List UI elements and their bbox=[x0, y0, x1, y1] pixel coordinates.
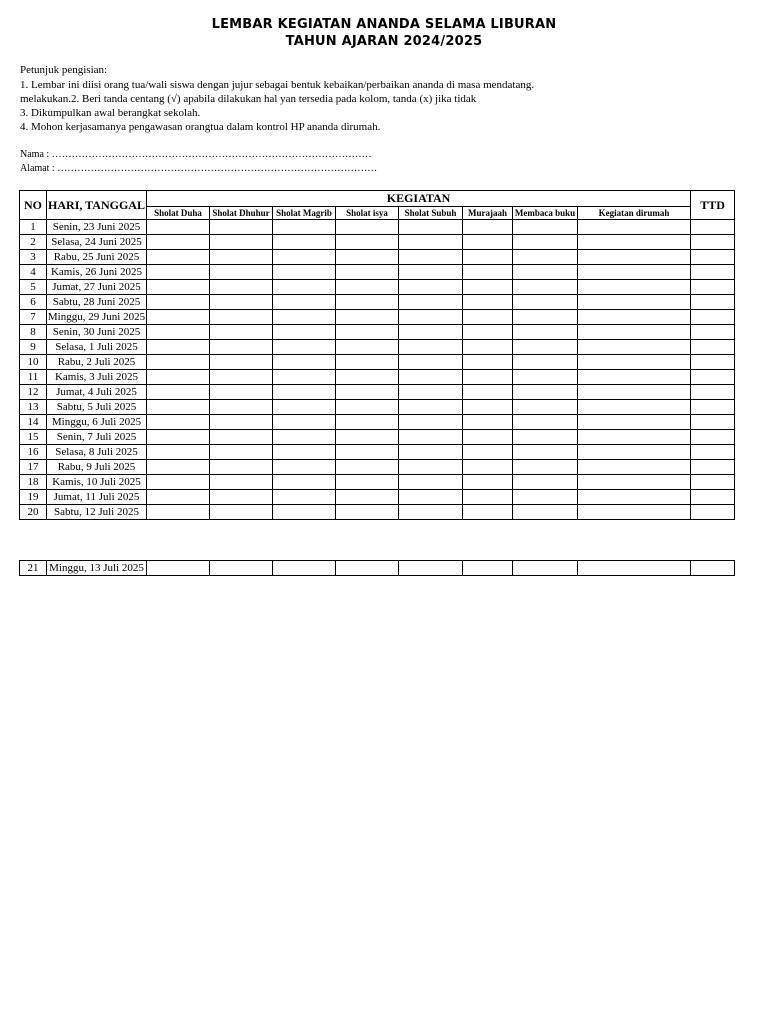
activity-checkbox-cell[interactable] bbox=[273, 460, 336, 475]
row-date: Jumat, 27 Juni 2025 bbox=[47, 280, 147, 295]
activity-checkbox-cell[interactable] bbox=[578, 505, 691, 520]
activity-checkbox-cell[interactable] bbox=[336, 385, 399, 400]
activity-checkbox-cell[interactable] bbox=[578, 325, 691, 340]
activity-checkbox-cell[interactable] bbox=[336, 265, 399, 280]
activity-checkbox-cell[interactable] bbox=[147, 445, 210, 460]
activity-checkbox-cell[interactable] bbox=[336, 280, 399, 295]
activity-checkbox-cell[interactable] bbox=[578, 355, 691, 370]
activity-checkbox-cell[interactable] bbox=[210, 370, 273, 385]
table-row bbox=[20, 490, 735, 505]
ttd-cell[interactable] bbox=[691, 561, 735, 576]
activity-checkbox-cell[interactable] bbox=[210, 235, 273, 250]
activity-checkbox-cell[interactable] bbox=[210, 561, 273, 576]
activity-checkbox-cell[interactable] bbox=[513, 490, 578, 505]
table-row bbox=[20, 325, 735, 340]
activity-checkbox-cell[interactable] bbox=[336, 250, 399, 265]
activity-checkbox-cell[interactable] bbox=[513, 340, 578, 355]
activity-checkbox-cell[interactable] bbox=[399, 415, 463, 430]
activity-checkbox-cell[interactable] bbox=[463, 325, 513, 340]
activity-checkbox-cell[interactable] bbox=[463, 385, 513, 400]
table-row bbox=[20, 430, 735, 445]
activity-checkbox-cell[interactable] bbox=[273, 415, 336, 430]
activity-checkbox-cell[interactable] bbox=[578, 490, 691, 505]
activity-checkbox-cell[interactable] bbox=[463, 445, 513, 460]
row-number: 5 bbox=[20, 280, 47, 295]
activity-checkbox-cell[interactable] bbox=[336, 295, 399, 310]
activity-checkbox-cell[interactable] bbox=[399, 445, 463, 460]
activity-checkbox-cell[interactable] bbox=[399, 475, 463, 490]
table-row bbox=[20, 265, 735, 280]
table-row bbox=[20, 460, 735, 475]
header-ttd: TTD bbox=[691, 191, 735, 220]
ttd-cell[interactable] bbox=[691, 325, 735, 340]
table-row bbox=[20, 561, 735, 576]
row-number: 14 bbox=[20, 415, 47, 430]
activity-checkbox-cell[interactable] bbox=[210, 430, 273, 445]
activity-checkbox-cell[interactable] bbox=[336, 235, 399, 250]
row-number: 13 bbox=[20, 400, 47, 415]
activity-checkbox-cell[interactable] bbox=[336, 415, 399, 430]
extra-table-body bbox=[20, 561, 735, 576]
activity-checkbox-cell[interactable] bbox=[147, 385, 210, 400]
table-row bbox=[20, 280, 735, 295]
activity-checkbox-cell[interactable] bbox=[399, 220, 463, 235]
activity-checkbox-cell[interactable] bbox=[513, 295, 578, 310]
row-date: Kamis, 10 Juli 2025 bbox=[47, 475, 147, 490]
activity-checkbox-cell[interactable] bbox=[578, 310, 691, 325]
activity-checkbox-cell[interactable] bbox=[147, 325, 210, 340]
activity-checkbox-cell[interactable] bbox=[399, 370, 463, 385]
activity-checkbox-cell[interactable] bbox=[463, 310, 513, 325]
activity-checkbox-cell[interactable] bbox=[273, 561, 336, 576]
ttd-cell[interactable] bbox=[691, 415, 735, 430]
row-number: 1 bbox=[20, 220, 47, 235]
activity-checkbox-cell[interactable] bbox=[336, 445, 399, 460]
activity-checkbox-cell[interactable] bbox=[336, 561, 399, 576]
instruction-line-1: 1. Lembar ini diisi orang tua/wali siswa dengan jujur sebagai bentuk kebaikan/perbaikan ananda di masa mendatang. bbox=[20, 79, 535, 91]
activity-checkbox-cell[interactable] bbox=[210, 310, 273, 325]
header-activity: Membaca buku bbox=[513, 207, 578, 220]
row-number: 15 bbox=[20, 430, 47, 445]
row-date: Sabtu, 5 Juli 2025 bbox=[47, 400, 147, 415]
table-row bbox=[20, 340, 735, 355]
table-row bbox=[20, 250, 735, 265]
activity-checkbox-cell[interactable] bbox=[513, 415, 578, 430]
activity-checkbox-cell[interactable] bbox=[513, 355, 578, 370]
activity-checkbox-cell[interactable] bbox=[399, 295, 463, 310]
activity-checkbox-cell[interactable] bbox=[210, 280, 273, 295]
activity-checkbox-cell[interactable] bbox=[210, 475, 273, 490]
activity-checkbox-cell[interactable] bbox=[210, 400, 273, 415]
ttd-cell[interactable] bbox=[691, 220, 735, 235]
activity-checkbox-cell[interactable] bbox=[578, 235, 691, 250]
activity-checkbox-cell[interactable] bbox=[463, 460, 513, 475]
activity-checkbox-cell[interactable] bbox=[210, 415, 273, 430]
row-number: 12 bbox=[20, 385, 47, 400]
activity-checkbox-cell[interactable] bbox=[336, 460, 399, 475]
activity-checkbox-cell[interactable] bbox=[147, 370, 210, 385]
activity-checkbox-cell[interactable] bbox=[147, 280, 210, 295]
activity-checkbox-cell[interactable] bbox=[399, 325, 463, 340]
activity-checkbox-cell[interactable] bbox=[147, 505, 210, 520]
row-date: Selasa, 1 Juli 2025 bbox=[47, 340, 147, 355]
activity-checkbox-cell[interactable] bbox=[463, 505, 513, 520]
activity-checkbox-cell[interactable] bbox=[463, 250, 513, 265]
header-no: NO bbox=[20, 191, 47, 220]
activity-checkbox-cell[interactable] bbox=[273, 295, 336, 310]
activity-checkbox-cell[interactable] bbox=[578, 475, 691, 490]
row-date: Jumat, 11 Juli 2025 bbox=[47, 490, 147, 505]
activity-checkbox-cell[interactable] bbox=[463, 265, 513, 280]
activity-checkbox-cell[interactable] bbox=[463, 235, 513, 250]
header-activity: Sholat Duha bbox=[147, 207, 210, 220]
ttd-cell[interactable] bbox=[691, 250, 735, 265]
activity-checkbox-cell[interactable] bbox=[399, 280, 463, 295]
activity-checkbox-cell[interactable] bbox=[513, 370, 578, 385]
activity-checkbox-cell[interactable] bbox=[513, 430, 578, 445]
activity-checkbox-cell[interactable] bbox=[147, 295, 210, 310]
activity-checkbox-cell[interactable] bbox=[578, 295, 691, 310]
activity-checkbox-cell[interactable] bbox=[336, 490, 399, 505]
activity-checkbox-cell[interactable] bbox=[273, 325, 336, 340]
activity-checkbox-cell[interactable] bbox=[463, 280, 513, 295]
activity-checkbox-cell[interactable] bbox=[513, 250, 578, 265]
activity-checkbox-cell[interactable] bbox=[273, 310, 336, 325]
table-row bbox=[20, 220, 735, 235]
row-number: 18 bbox=[20, 475, 47, 490]
row-date: Sabtu, 12 Juli 2025 bbox=[47, 505, 147, 520]
activity-checkbox-cell[interactable] bbox=[273, 385, 336, 400]
activity-checkbox-cell[interactable] bbox=[399, 355, 463, 370]
activity-checkbox-cell[interactable] bbox=[273, 250, 336, 265]
activity-checkbox-cell[interactable] bbox=[210, 265, 273, 280]
activity-checkbox-cell[interactable] bbox=[273, 505, 336, 520]
activity-checkbox-cell[interactable] bbox=[147, 235, 210, 250]
activity-checkbox-cell[interactable] bbox=[513, 220, 578, 235]
activity-checkbox-cell[interactable] bbox=[463, 355, 513, 370]
row-date: Senin, 23 Juni 2025 bbox=[47, 220, 147, 235]
table-row bbox=[20, 355, 735, 370]
activity-checkbox-cell[interactable] bbox=[578, 460, 691, 475]
activity-checkbox-cell[interactable] bbox=[463, 220, 513, 235]
activity-checkbox-cell[interactable] bbox=[336, 340, 399, 355]
activity-checkbox-cell[interactable] bbox=[336, 370, 399, 385]
activity-checkbox-cell[interactable] bbox=[399, 430, 463, 445]
activity-checkbox-cell[interactable] bbox=[463, 340, 513, 355]
ttd-cell[interactable] bbox=[691, 295, 735, 310]
header-activity: Murajaah bbox=[463, 207, 513, 220]
activity-table bbox=[19, 190, 735, 520]
row-number: 17 bbox=[20, 460, 47, 475]
row-number: 6 bbox=[20, 295, 47, 310]
activity-checkbox-cell[interactable] bbox=[578, 340, 691, 355]
ttd-cell[interactable] bbox=[691, 370, 735, 385]
activity-checkbox-cell[interactable] bbox=[336, 310, 399, 325]
activity-checkbox-cell[interactable] bbox=[273, 445, 336, 460]
activity-checkbox-cell[interactable] bbox=[399, 561, 463, 576]
address-field[interactable]: Alamat : …………………………………………………………………………………… bbox=[20, 163, 378, 174]
row-number: 2 bbox=[20, 235, 47, 250]
activity-checkbox-cell[interactable] bbox=[273, 220, 336, 235]
activity-checkbox-cell[interactable] bbox=[273, 235, 336, 250]
activity-checkbox-cell[interactable] bbox=[578, 415, 691, 430]
name-field[interactable]: Nama : …………………………………………………………………………………… bbox=[20, 149, 372, 160]
row-date: Rabu, 2 Juli 2025 bbox=[47, 355, 147, 370]
activity-checkbox-cell[interactable] bbox=[513, 561, 578, 576]
activity-checkbox-cell[interactable] bbox=[210, 385, 273, 400]
activity-checkbox-cell[interactable] bbox=[336, 325, 399, 340]
table-row bbox=[20, 370, 735, 385]
row-number: 3 bbox=[20, 250, 47, 265]
row-date: Rabu, 9 Juli 2025 bbox=[47, 460, 147, 475]
activity-checkbox-cell[interactable] bbox=[147, 490, 210, 505]
header-activity: Sholat Magrib bbox=[273, 207, 336, 220]
document-subtitle: TAHUN AJARAN 2024/2025 bbox=[285, 34, 483, 49]
table-row bbox=[20, 505, 735, 520]
row-date: Minggu, 13 Juli 2025 bbox=[47, 561, 147, 576]
activity-checkbox-cell[interactable] bbox=[578, 561, 691, 576]
activity-checkbox-cell[interactable] bbox=[147, 561, 210, 576]
ttd-cell[interactable] bbox=[691, 235, 735, 250]
activity-checkbox-cell[interactable] bbox=[513, 475, 578, 490]
activity-checkbox-cell[interactable] bbox=[578, 400, 691, 415]
ttd-cell[interactable] bbox=[691, 265, 735, 280]
ttd-cell[interactable] bbox=[691, 460, 735, 475]
activity-checkbox-cell[interactable] bbox=[399, 235, 463, 250]
ttd-cell[interactable] bbox=[691, 385, 735, 400]
row-number: 7 bbox=[20, 310, 47, 325]
activity-checkbox-cell[interactable] bbox=[463, 295, 513, 310]
activity-checkbox-cell[interactable] bbox=[513, 265, 578, 280]
activity-checkbox-cell[interactable] bbox=[147, 460, 210, 475]
activity-checkbox-cell[interactable] bbox=[147, 220, 210, 235]
row-date: Sabtu, 28 Juni 2025 bbox=[47, 295, 147, 310]
row-date: Rabu, 25 Juni 2025 bbox=[47, 250, 147, 265]
table-row bbox=[20, 475, 735, 490]
row-number: 10 bbox=[20, 355, 47, 370]
activity-checkbox-cell[interactable] bbox=[336, 220, 399, 235]
ttd-cell[interactable] bbox=[691, 355, 735, 370]
table-row bbox=[20, 415, 735, 430]
activity-checkbox-cell[interactable] bbox=[463, 400, 513, 415]
table-row bbox=[20, 295, 735, 310]
instruction-line-4: 4. Mohon kerjasamanya pengawasan orangtua dalam kontrol HP ananda dirumah. bbox=[20, 121, 381, 133]
table-row bbox=[20, 310, 735, 325]
activity-checkbox-cell[interactable] bbox=[210, 250, 273, 265]
row-date: Kamis, 26 Juni 2025 bbox=[47, 265, 147, 280]
ttd-cell[interactable] bbox=[691, 490, 735, 505]
activity-checkbox-cell[interactable] bbox=[210, 460, 273, 475]
activity-checkbox-cell[interactable] bbox=[463, 430, 513, 445]
activity-checkbox-cell[interactable] bbox=[463, 561, 513, 576]
activity-checkbox-cell[interactable] bbox=[147, 430, 210, 445]
activity-checkbox-cell[interactable] bbox=[210, 220, 273, 235]
ttd-cell[interactable] bbox=[691, 475, 735, 490]
activity-checkbox-cell[interactable] bbox=[273, 400, 336, 415]
activity-checkbox-cell[interactable] bbox=[513, 505, 578, 520]
activity-checkbox-cell[interactable] bbox=[147, 250, 210, 265]
activity-checkbox-cell[interactable] bbox=[210, 295, 273, 310]
activity-checkbox-cell[interactable] bbox=[578, 220, 691, 235]
activity-checkbox-cell[interactable] bbox=[273, 430, 336, 445]
activity-checkbox-cell[interactable] bbox=[273, 340, 336, 355]
activity-checkbox-cell[interactable] bbox=[273, 265, 336, 280]
activity-checkbox-cell[interactable] bbox=[399, 340, 463, 355]
ttd-cell[interactable] bbox=[691, 445, 735, 460]
instruction-line-3: 3. Dikumpulkan awal berangkat sekolah. bbox=[20, 107, 201, 119]
activity-checkbox-cell[interactable] bbox=[210, 340, 273, 355]
activity-checkbox-cell[interactable] bbox=[210, 355, 273, 370]
activity-checkbox-cell[interactable] bbox=[210, 445, 273, 460]
activity-checkbox-cell[interactable] bbox=[513, 280, 578, 295]
activity-checkbox-cell[interactable] bbox=[210, 325, 273, 340]
activity-checkbox-cell[interactable] bbox=[463, 475, 513, 490]
activity-checkbox-cell[interactable] bbox=[147, 265, 210, 280]
header-activities-group: KEGIATAN bbox=[147, 191, 691, 207]
activity-checkbox-cell[interactable] bbox=[463, 415, 513, 430]
activity-checkbox-cell[interactable] bbox=[578, 370, 691, 385]
row-date: Kamis, 3 Juli 2025 bbox=[47, 370, 147, 385]
row-number: 19 bbox=[20, 490, 47, 505]
activity-checkbox-cell[interactable] bbox=[336, 400, 399, 415]
row-date: Selasa, 8 Juli 2025 bbox=[47, 445, 147, 460]
row-number: 21 bbox=[20, 561, 47, 576]
activity-checkbox-cell[interactable] bbox=[399, 460, 463, 475]
activity-checkbox-cell[interactable] bbox=[578, 385, 691, 400]
activity-checkbox-cell[interactable] bbox=[147, 355, 210, 370]
header-activity: Sholat Subuh bbox=[399, 207, 463, 220]
activity-checkbox-cell[interactable] bbox=[513, 325, 578, 340]
activity-checkbox-cell[interactable] bbox=[147, 340, 210, 355]
row-date: Senin, 7 Juli 2025 bbox=[47, 430, 147, 445]
table-row bbox=[20, 235, 735, 250]
ttd-cell[interactable] bbox=[691, 505, 735, 520]
ttd-cell[interactable] bbox=[691, 340, 735, 355]
activity-checkbox-cell[interactable] bbox=[336, 505, 399, 520]
ttd-cell[interactable] bbox=[691, 400, 735, 415]
activity-checkbox-cell[interactable] bbox=[578, 430, 691, 445]
header-activity: Sholat Dhuhur bbox=[210, 207, 273, 220]
activity-checkbox-cell[interactable] bbox=[399, 385, 463, 400]
ttd-cell[interactable] bbox=[691, 430, 735, 445]
activity-checkbox-cell[interactable] bbox=[399, 490, 463, 505]
row-number: 8 bbox=[20, 325, 47, 340]
table-row bbox=[20, 400, 735, 415]
activity-checkbox-cell[interactable] bbox=[399, 400, 463, 415]
activity-checkbox-cell[interactable] bbox=[273, 280, 336, 295]
activity-checkbox-cell[interactable] bbox=[273, 370, 336, 385]
activity-checkbox-cell[interactable] bbox=[336, 475, 399, 490]
ttd-cell[interactable] bbox=[691, 280, 735, 295]
row-date: Selasa, 24 Juni 2025 bbox=[47, 235, 147, 250]
header-date: HARI, TANGGAL bbox=[47, 191, 147, 220]
activity-checkbox-cell[interactable] bbox=[147, 415, 210, 430]
document-title: LEMBAR KEGIATAN ANANDA SELAMA LIBURAN bbox=[211, 17, 557, 32]
activity-checkbox-cell[interactable] bbox=[210, 490, 273, 505]
extra-activity-table bbox=[19, 560, 735, 576]
activity-checkbox-cell[interactable] bbox=[273, 490, 336, 505]
activity-checkbox-cell[interactable] bbox=[399, 265, 463, 280]
activity-checkbox-cell[interactable] bbox=[399, 250, 463, 265]
activity-checkbox-cell[interactable] bbox=[273, 475, 336, 490]
activity-checkbox-cell[interactable] bbox=[513, 460, 578, 475]
activity-checkbox-cell[interactable] bbox=[578, 265, 691, 280]
activity-checkbox-cell[interactable] bbox=[273, 355, 336, 370]
activity-checkbox-cell[interactable] bbox=[336, 430, 399, 445]
row-date: Minggu, 29 Juni 2025 bbox=[47, 310, 146, 323]
row-number: 11 bbox=[20, 370, 47, 385]
activity-checkbox-cell[interactable] bbox=[578, 280, 691, 295]
header-activity: Kegiatan dirumah bbox=[578, 207, 691, 220]
activity-checkbox-cell[interactable] bbox=[210, 505, 273, 520]
table-body bbox=[20, 220, 735, 520]
row-number: 4 bbox=[20, 265, 47, 280]
row-date: Senin, 30 Juni 2025 bbox=[47, 325, 147, 340]
activity-checkbox-cell[interactable] bbox=[463, 490, 513, 505]
activity-checkbox-cell[interactable] bbox=[463, 370, 513, 385]
activity-checkbox-cell[interactable] bbox=[513, 445, 578, 460]
instruction-line-2: melakukan.2. Beri tanda centang (√) apabila dilakukan hal yan tersedia pada kolom, tanda (x) jika tidak bbox=[20, 93, 477, 105]
activity-checkbox-cell[interactable] bbox=[513, 310, 578, 325]
activity-checkbox-cell[interactable] bbox=[578, 250, 691, 265]
activity-checkbox-cell[interactable] bbox=[399, 310, 463, 325]
row-date: Minggu, 6 Juli 2025 bbox=[47, 415, 147, 430]
activity-checkbox-cell[interactable] bbox=[513, 400, 578, 415]
row-number: 20 bbox=[20, 505, 47, 520]
row-number: 16 bbox=[20, 445, 47, 460]
table-row bbox=[20, 385, 735, 400]
row-number: 9 bbox=[20, 340, 47, 355]
activity-checkbox-cell[interactable] bbox=[513, 385, 578, 400]
activity-checkbox-cell[interactable] bbox=[513, 235, 578, 250]
activity-checkbox-cell[interactable] bbox=[399, 505, 463, 520]
instructions-heading: Petunjuk pengisian: bbox=[20, 64, 108, 76]
activity-checkbox-cell[interactable] bbox=[147, 310, 210, 325]
header-activity: Sholat isya bbox=[336, 207, 399, 220]
activity-checkbox-cell[interactable] bbox=[147, 400, 210, 415]
table-row bbox=[20, 445, 735, 460]
row-date: Jumat, 4 Juli 2025 bbox=[47, 385, 147, 400]
ttd-cell[interactable] bbox=[691, 310, 735, 325]
activity-checkbox-cell[interactable] bbox=[336, 355, 399, 370]
activity-checkbox-cell[interactable] bbox=[147, 475, 210, 490]
activity-checkbox-cell[interactable] bbox=[578, 445, 691, 460]
